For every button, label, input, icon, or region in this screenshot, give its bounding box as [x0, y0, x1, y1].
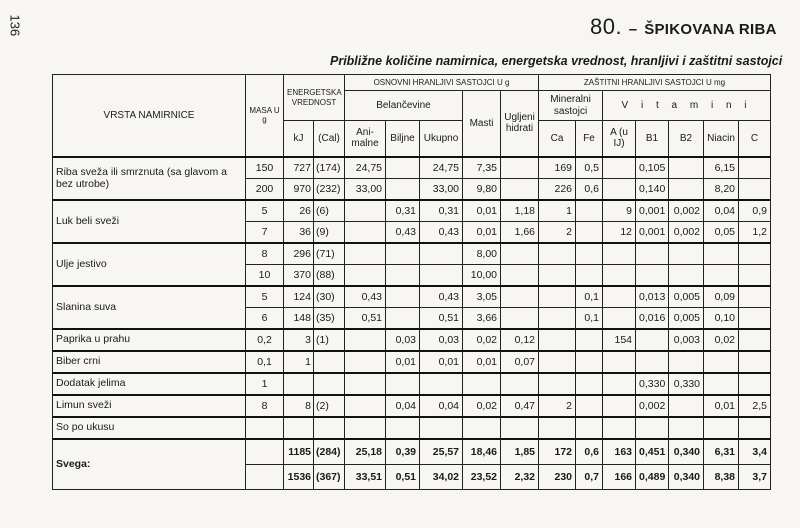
food-name: Dodatak jelima [53, 373, 246, 395]
c-cell [739, 178, 771, 200]
ptotal-cell: 0,43 [420, 286, 463, 308]
niacin-cell: 0,01 [704, 395, 739, 417]
fe-cell [576, 221, 603, 243]
kj-cell: 36 [284, 221, 314, 243]
plant-cell [386, 157, 420, 179]
plant-cell [386, 417, 420, 439]
kj-cell: 970 [284, 178, 314, 200]
animal-total-cell: 25,18 [345, 439, 386, 465]
b2-cell: 0,003 [669, 329, 704, 351]
cal-total-cell: (367) [314, 464, 345, 489]
cal-total-cell: (284) [314, 439, 345, 465]
header-fats: Masti [463, 91, 501, 157]
b1-cell: 0,330 [636, 373, 669, 395]
b2-cell [669, 395, 704, 417]
header-minerals: Mineralni sastojci [539, 91, 603, 121]
header-item: VRSTA NAMIRNICE [53, 75, 246, 157]
carb-cell: 1,66 [501, 221, 539, 243]
a-total-cell: 163 [603, 439, 636, 465]
c-cell: 1,2 [739, 221, 771, 243]
plant-total-cell: 0,39 [386, 439, 420, 465]
header-vitamin-c: C [739, 121, 771, 157]
mass-cell: 8 [246, 395, 284, 417]
totals-row [53, 439, 771, 465]
plant-cell [386, 307, 420, 329]
a-cell [603, 351, 636, 373]
header-basic: OSNOVNI HRANLJIVI SASTOJCI U g [345, 75, 539, 91]
b2-cell: 0,005 [669, 286, 704, 308]
mass-cell: 8 [246, 243, 284, 265]
b2-cell [669, 264, 704, 286]
carb-cell [501, 286, 539, 308]
animal-cell: 33,00 [345, 178, 386, 200]
fat-cell: 0,02 [463, 329, 501, 351]
b2-cell: 0,005 [669, 307, 704, 329]
ca-cell: 2 [539, 395, 576, 417]
c-total-cell: 3,7 [739, 464, 771, 489]
animal-cell [345, 351, 386, 373]
header-protective: ZAŠTITNI HRANLJIVI SASTOJCI U mg [539, 75, 771, 91]
cal-cell [314, 373, 345, 395]
ptotal-total-cell: 25,57 [420, 439, 463, 465]
fe-cell [576, 243, 603, 265]
niacin-cell [704, 417, 739, 439]
b2-cell [669, 351, 704, 373]
kj-cell: 148 [284, 307, 314, 329]
kj-cell: 727 [284, 157, 314, 179]
b1-cell: 0,140 [636, 178, 669, 200]
b2-total-cell: 0,340 [669, 439, 704, 465]
animal-cell [345, 395, 386, 417]
fe-cell [576, 395, 603, 417]
cal-cell: (174) [314, 157, 345, 179]
kj-cell: 26 [284, 200, 314, 222]
cal-cell: (9) [314, 221, 345, 243]
b1-total-cell: 0,489 [636, 464, 669, 489]
fat-total-cell: 18,46 [463, 439, 501, 465]
mass-cell [246, 417, 284, 439]
c-cell: 0,9 [739, 200, 771, 222]
animal-cell [345, 329, 386, 351]
b1-cell [636, 351, 669, 373]
a-cell [603, 417, 636, 439]
animal-cell [345, 417, 386, 439]
b2-total-cell: 0,340 [669, 464, 704, 489]
carb-cell: 1,18 [501, 200, 539, 222]
cal-cell: (71) [314, 243, 345, 265]
b1-cell [636, 417, 669, 439]
b2-cell [669, 243, 704, 265]
b2-cell [669, 178, 704, 200]
carb-total-cell: 1,85 [501, 439, 539, 465]
header-carbs: Ugljeni hidrati [501, 91, 539, 157]
c-cell [739, 417, 771, 439]
fat-cell: 10,00 [463, 264, 501, 286]
ptotal-cell: 0,03 [420, 329, 463, 351]
food-name: Luk beli sveži [53, 200, 246, 243]
carb-total-cell: 2,32 [501, 464, 539, 489]
fat-cell: 0,01 [463, 221, 501, 243]
b1-cell: 0,105 [636, 157, 669, 179]
header-niacin: Niacin [704, 121, 739, 157]
fe-cell [576, 373, 603, 395]
mass-cell: 5 [246, 286, 284, 308]
carb-cell: 0,07 [501, 351, 539, 373]
c-total-cell: 3,4 [739, 439, 771, 465]
ptotal-total-cell: 34,02 [420, 464, 463, 489]
food-name: Riba sveža ili smrznuta (sa glavom a bez utrobe) [53, 157, 246, 200]
carb-cell [501, 373, 539, 395]
mass-cell: 7 [246, 221, 284, 243]
fat-cell: 8,00 [463, 243, 501, 265]
plant-cell [386, 286, 420, 308]
c-cell [739, 264, 771, 286]
b1-cell: 0,016 [636, 307, 669, 329]
ptotal-cell: 0,04 [420, 395, 463, 417]
fat-cell: 0,01 [463, 351, 501, 373]
ptotal-cell [420, 243, 463, 265]
animal-cell: 24,75 [345, 157, 386, 179]
niacin-cell: 0,04 [704, 200, 739, 222]
recipe-number: 80. [590, 14, 623, 39]
header-vitamin-a: A (u IJ) [603, 121, 636, 157]
header-energy: ENERGETSKA VREDNOST [284, 75, 345, 121]
b2-cell [669, 417, 704, 439]
plant-total-cell: 0,51 [386, 464, 420, 489]
fat-cell: 0,01 [463, 200, 501, 222]
a-cell [603, 157, 636, 179]
table-row [53, 200, 771, 222]
ca-cell [539, 307, 576, 329]
b1-total-cell: 0,451 [636, 439, 669, 465]
fat-cell: 0,02 [463, 395, 501, 417]
animal-cell [345, 221, 386, 243]
fat-cell: 3,66 [463, 307, 501, 329]
food-name: Paprika u prahu [53, 329, 246, 351]
ptotal-cell: 33,00 [420, 178, 463, 200]
mass-cell: 150 [246, 157, 284, 179]
niacin-cell: 0,05 [704, 221, 739, 243]
carb-cell: 0,47 [501, 395, 539, 417]
kj-cell [284, 373, 314, 395]
kj-cell: 370 [284, 264, 314, 286]
table-row [53, 286, 771, 308]
kj-cell: 124 [284, 286, 314, 308]
niacin-cell [704, 243, 739, 265]
ptotal-cell: 24,75 [420, 157, 463, 179]
cal-cell: (35) [314, 307, 345, 329]
table-row [53, 395, 771, 417]
ptotal-cell [420, 373, 463, 395]
cal-cell [314, 351, 345, 373]
niacin-cell: 0,09 [704, 286, 739, 308]
table-header [53, 75, 771, 157]
carb-cell [501, 157, 539, 179]
a-cell [603, 373, 636, 395]
recipe-name: ŠPIKOVANA RIBA [644, 21, 777, 38]
ca-cell: 226 [539, 178, 576, 200]
niacin-cell: 0,02 [704, 329, 739, 351]
ca-cell [539, 373, 576, 395]
header-fe: Fe [576, 121, 603, 157]
plant-cell: 0,31 [386, 200, 420, 222]
animal-total-cell: 33,51 [345, 464, 386, 489]
c-cell [739, 351, 771, 373]
ptotal-cell [420, 417, 463, 439]
food-name: Slanina suva [53, 286, 246, 329]
carb-cell [501, 264, 539, 286]
plant-cell: 0,04 [386, 395, 420, 417]
animal-cell: 0,43 [345, 286, 386, 308]
niacin-total-cell: 6,31 [704, 439, 739, 465]
table-subtitle: Približne količine namirnica, energetska vrednost, hranljivi i zaštitni sastojci [330, 54, 783, 68]
fe-total-cell: 0,6 [576, 439, 603, 465]
a-cell [603, 286, 636, 308]
fe-cell [576, 264, 603, 286]
table-body [53, 157, 771, 490]
plant-cell [386, 373, 420, 395]
table-row [53, 243, 771, 265]
header-proteins: Belančevine [345, 91, 463, 121]
kj-cell [284, 417, 314, 439]
c-cell [739, 307, 771, 329]
kj-cell: 1 [284, 351, 314, 373]
kj-total-cell: 1536 [284, 464, 314, 489]
ca-cell: 1 [539, 200, 576, 222]
mass-cell: 0,2 [246, 329, 284, 351]
c-cell [739, 157, 771, 179]
b1-cell [636, 264, 669, 286]
a-cell: 9 [603, 200, 636, 222]
niacin-total-cell: 8,38 [704, 464, 739, 489]
fat-cell: 9,80 [463, 178, 501, 200]
fat-cell [463, 417, 501, 439]
b1-cell: 0,002 [636, 395, 669, 417]
a-cell [603, 264, 636, 286]
mass-cell: 200 [246, 178, 284, 200]
kj-cell: 296 [284, 243, 314, 265]
plant-cell [386, 264, 420, 286]
plant-cell: 0,43 [386, 221, 420, 243]
kj-total-cell: 1185 [284, 439, 314, 465]
cal-cell [314, 417, 345, 439]
carb-cell [501, 417, 539, 439]
plant-cell [386, 178, 420, 200]
niacin-cell: 8,20 [704, 178, 739, 200]
header-plant: Biljne [386, 121, 420, 157]
niacin-cell [704, 373, 739, 395]
b1-cell: 0,013 [636, 286, 669, 308]
animal-cell [345, 373, 386, 395]
cal-cell: (88) [314, 264, 345, 286]
ca-cell [539, 417, 576, 439]
a-cell [603, 395, 636, 417]
a-total-cell: 166 [603, 464, 636, 489]
carb-cell [501, 243, 539, 265]
fat-cell [463, 373, 501, 395]
c-cell [739, 373, 771, 395]
food-name: Ulje jestivo [53, 243, 246, 286]
table-row [53, 351, 771, 373]
b1-cell: 0,001 [636, 221, 669, 243]
animal-cell [345, 264, 386, 286]
fe-cell: 0,1 [576, 286, 603, 308]
carb-cell [501, 307, 539, 329]
header-vitamins: V i t a m i n i [603, 91, 771, 121]
fe-cell [576, 351, 603, 373]
animal-cell [345, 200, 386, 222]
c-cell: 2,5 [739, 395, 771, 417]
fe-total-cell: 0,7 [576, 464, 603, 489]
ca-cell [539, 329, 576, 351]
mass-cell: 1 [246, 373, 284, 395]
carb-cell [501, 178, 539, 200]
a-cell [603, 178, 636, 200]
ptotal-cell: 0,31 [420, 200, 463, 222]
animal-cell [345, 243, 386, 265]
mass-cell [246, 464, 284, 489]
fe-cell: 0,1 [576, 307, 603, 329]
b2-cell: 0,002 [669, 221, 704, 243]
recipe-title [590, 14, 777, 40]
b2-cell [669, 157, 704, 179]
ca-cell [539, 264, 576, 286]
b2-cell: 0,330 [669, 373, 704, 395]
a-cell: 12 [603, 221, 636, 243]
b1-cell [636, 329, 669, 351]
a-cell: 154 [603, 329, 636, 351]
header-cal: (Cal) [314, 121, 345, 157]
food-name: Biber crni [53, 351, 246, 373]
animal-cell: 0,51 [345, 307, 386, 329]
food-name: Limun sveži [53, 395, 246, 417]
fe-cell: 0,6 [576, 178, 603, 200]
plant-cell: 0,03 [386, 329, 420, 351]
table-row [53, 329, 771, 351]
a-cell [603, 307, 636, 329]
fe-cell [576, 200, 603, 222]
fe-cell [576, 329, 603, 351]
title-dash: – [628, 21, 638, 38]
nutrition-table [52, 74, 771, 490]
carb-cell: 0,12 [501, 329, 539, 351]
c-cell [739, 329, 771, 351]
ca-cell [539, 243, 576, 265]
ptotal-cell [420, 264, 463, 286]
kj-cell: 3 [284, 329, 314, 351]
mass-cell [246, 439, 284, 465]
cal-cell: (2) [314, 395, 345, 417]
ca-cell: 169 [539, 157, 576, 179]
totals-label: Svega: [53, 439, 246, 490]
ca-total-cell: 230 [539, 464, 576, 489]
header-mass: MASA U g [246, 75, 284, 157]
a-cell [603, 243, 636, 265]
niacin-cell [704, 264, 739, 286]
food-name: So po ukusu [53, 417, 246, 439]
b2-cell: 0,002 [669, 200, 704, 222]
plant-cell [386, 243, 420, 265]
b1-cell: 0,001 [636, 200, 669, 222]
ptotal-cell: 0,01 [420, 351, 463, 373]
header-protein-total: Ukupno [420, 121, 463, 157]
kj-cell: 8 [284, 395, 314, 417]
mass-cell: 6 [246, 307, 284, 329]
cal-cell: (232) [314, 178, 345, 200]
c-cell [739, 286, 771, 308]
header-ca: Ca [539, 121, 576, 157]
b1-cell [636, 243, 669, 265]
mass-cell: 10 [246, 264, 284, 286]
mass-cell: 5 [246, 200, 284, 222]
table-row [53, 417, 771, 439]
niacin-cell [704, 351, 739, 373]
page-number: 136 [7, 14, 23, 37]
niacin-cell: 0,10 [704, 307, 739, 329]
table-row [53, 157, 771, 179]
fat-total-cell: 23,52 [463, 464, 501, 489]
plant-cell: 0,01 [386, 351, 420, 373]
fe-cell [576, 417, 603, 439]
table-row [53, 373, 771, 395]
fat-cell: 3,05 [463, 286, 501, 308]
header-animal: Ani- malne [345, 121, 386, 157]
header-b1: B1 [636, 121, 669, 157]
mass-cell: 0,1 [246, 351, 284, 373]
fe-cell: 0,5 [576, 157, 603, 179]
cal-cell: (30) [314, 286, 345, 308]
ptotal-cell: 0,43 [420, 221, 463, 243]
cal-cell: (1) [314, 329, 345, 351]
header-b2: B2 [669, 121, 704, 157]
ca-cell [539, 286, 576, 308]
niacin-cell: 6,15 [704, 157, 739, 179]
ptotal-cell: 0,51 [420, 307, 463, 329]
c-cell [739, 243, 771, 265]
cal-cell: (6) [314, 200, 345, 222]
fat-cell: 7,35 [463, 157, 501, 179]
ca-cell [539, 351, 576, 373]
ca-total-cell: 172 [539, 439, 576, 465]
header-kj: kJ [284, 121, 314, 157]
ca-cell: 2 [539, 221, 576, 243]
